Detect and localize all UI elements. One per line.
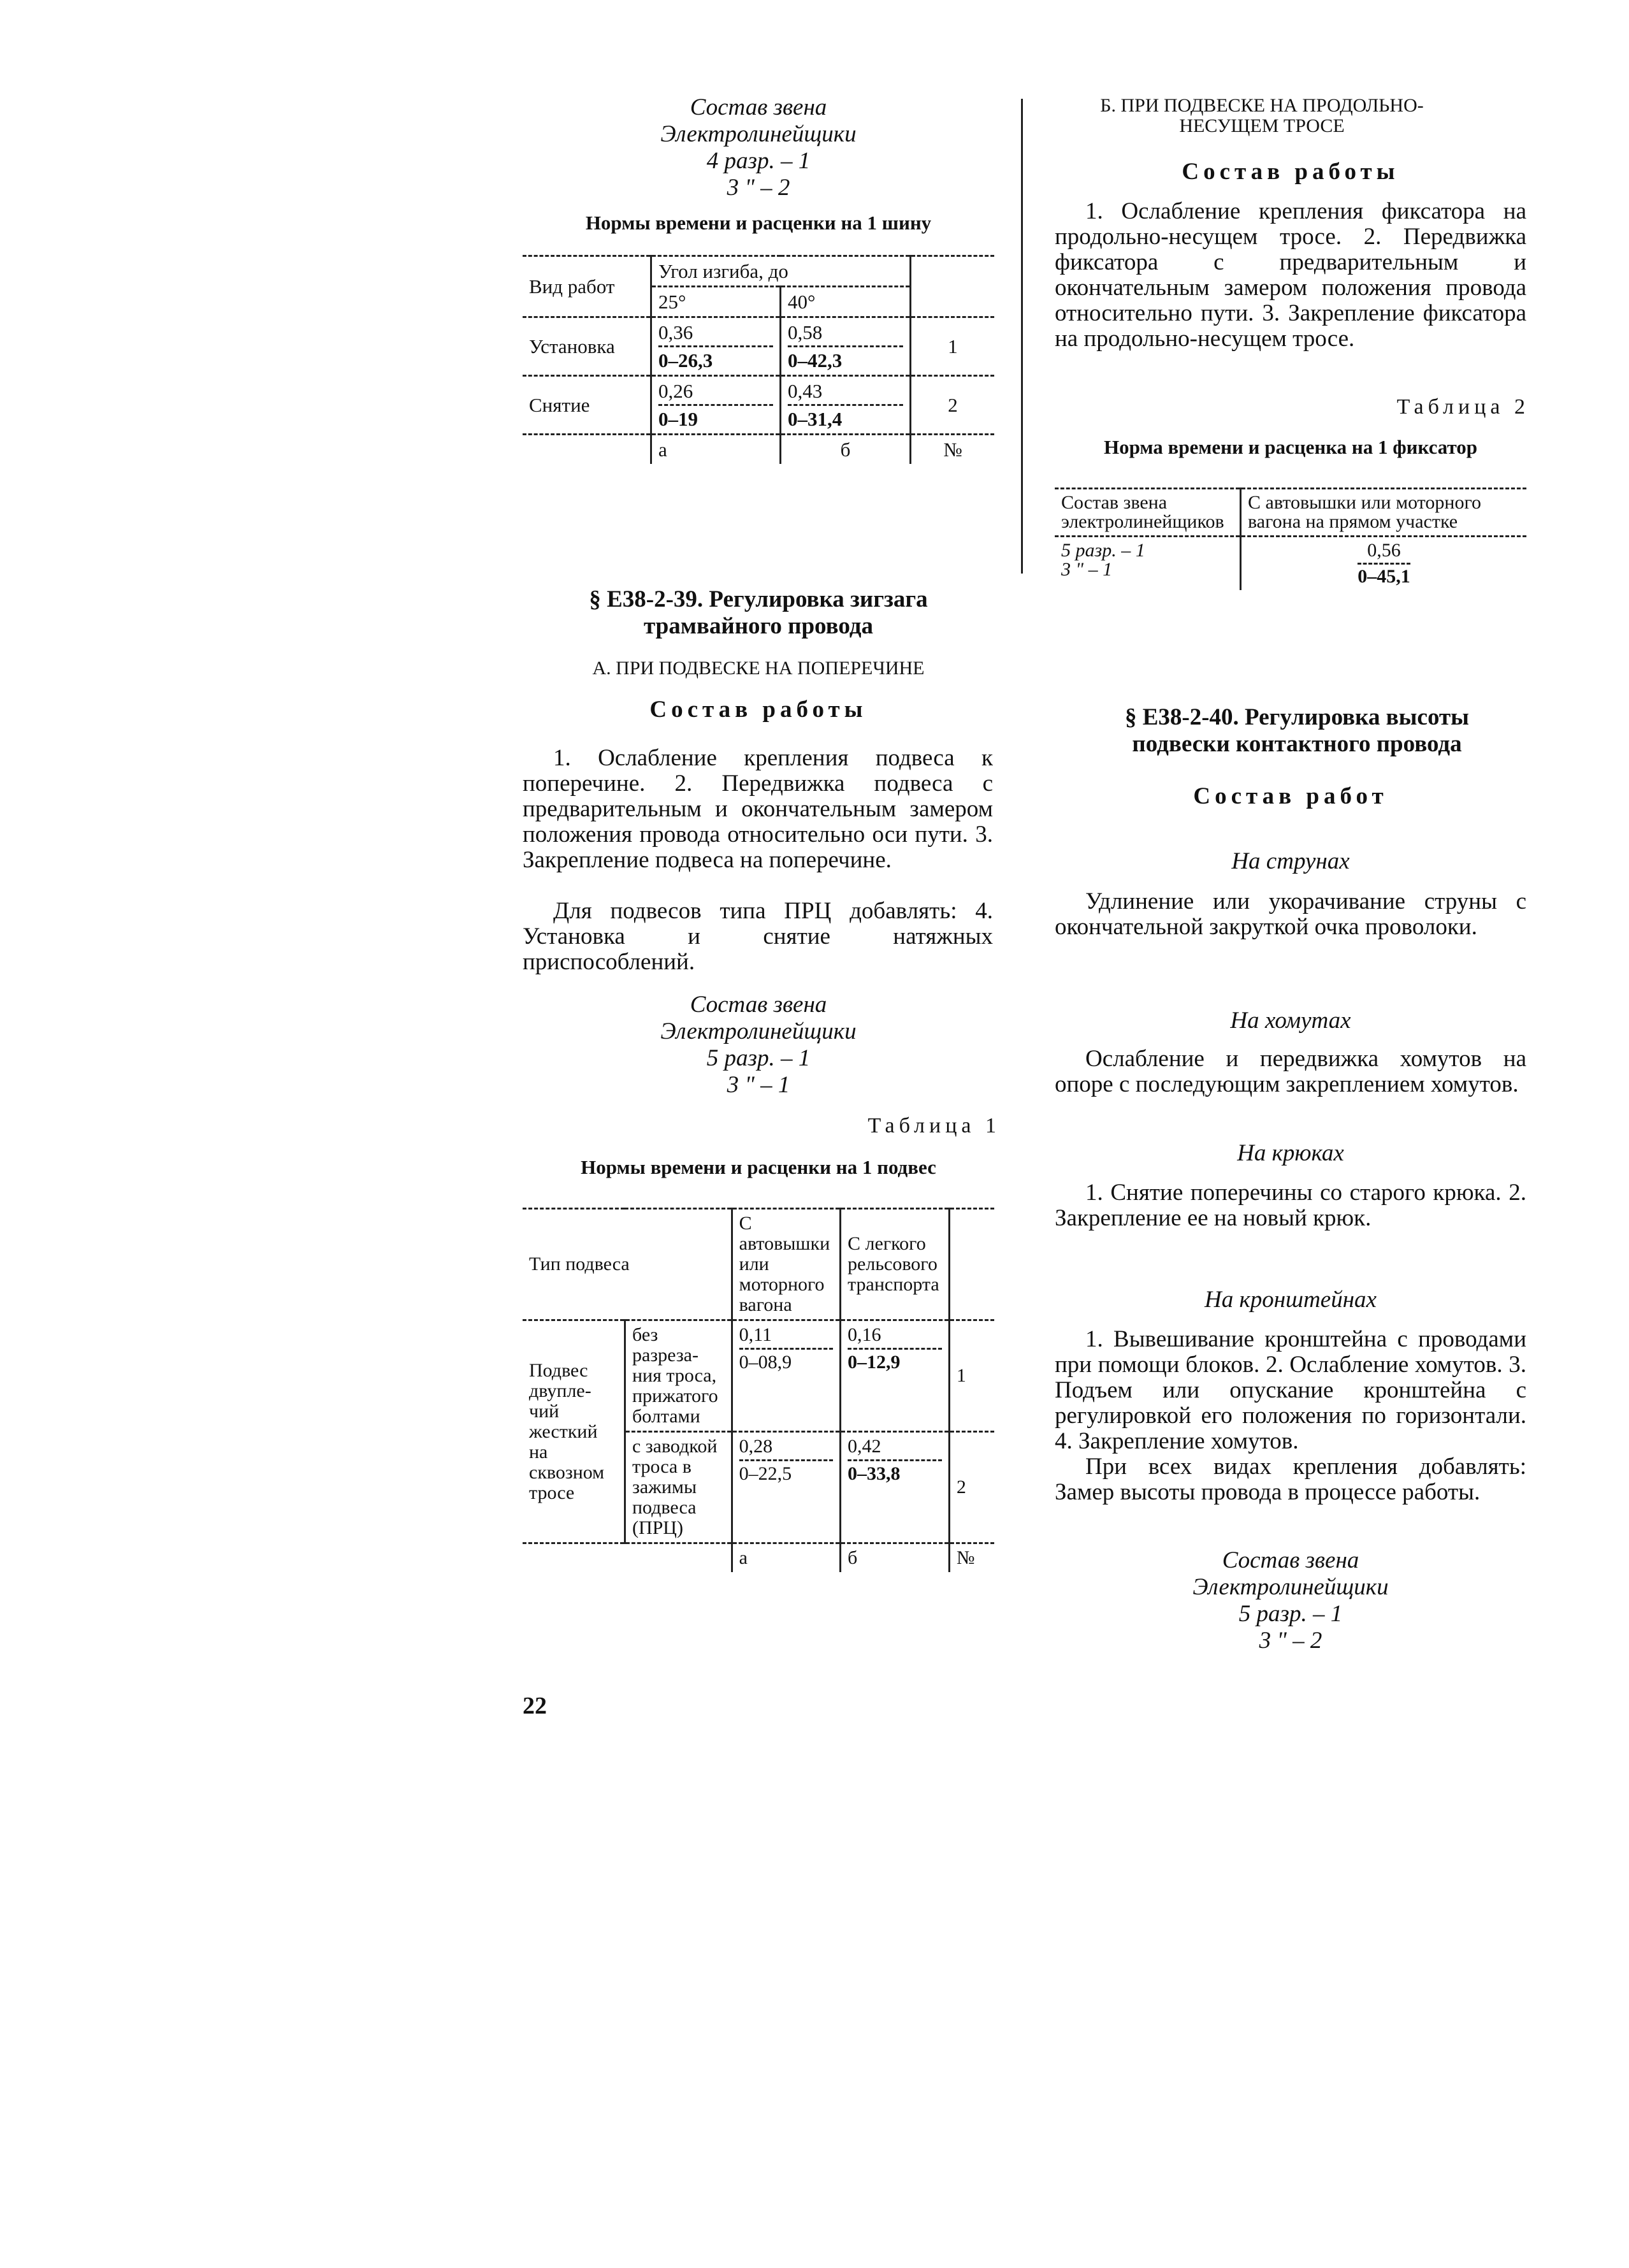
table-row: с заводкой троса в зажимы подвеса (ПРЦ) 0,28 0–22,5 0,42 0–33,8 2	[523, 1432, 994, 1543]
page-number: 22	[523, 1693, 547, 1719]
subheading: На струнах	[1231, 848, 1350, 874]
row-number: 1	[948, 335, 958, 358]
col-footer: а	[732, 1543, 840, 1573]
row-sublabel: с заводкой троса в зажимы подвеса (ПРЦ)	[625, 1432, 732, 1543]
crew-line: 4 разр. – 1	[706, 148, 811, 174]
table-row: Подвес двупле-чий жесткий на сквозном тросе без разреза-ния троса, прижатого болтами 0,11 0–08,9 0,16 0–12,9 1	[523, 1320, 994, 1432]
table-row	[1055, 537, 1526, 591]
crew-block-1	[523, 94, 994, 201]
norms-table-bend	[523, 255, 994, 464]
row-group-label: Подвес двупле-чий жесткий на сквозном тросе	[529, 1359, 605, 1503]
row-label: Снятие	[529, 394, 590, 416]
col-header: Тип подвеса	[529, 1253, 630, 1275]
table-row: Установка 0,36 0–26,3 0,58 0–42,3 1	[523, 317, 994, 376]
row-sublabel: без разреза-ния троса, прижатого болтами	[625, 1320, 732, 1432]
col-header: С легкого рельсового транспорта	[841, 1209, 950, 1320]
subheading: На хомутах	[1230, 1008, 1351, 1034]
crew-line: 5 разр. – 1	[706, 1045, 811, 1071]
rate-value: 0–45,1	[1358, 566, 1410, 587]
crew-line: 3 " – 2	[1259, 1628, 1322, 1654]
crew-line: 3 " – 2	[727, 175, 790, 201]
row-number: 1	[956, 1365, 966, 1386]
crew-block-2	[523, 992, 994, 1099]
subheading: На кронштейнах	[1205, 1287, 1377, 1313]
column-divider	[1021, 99, 1023, 574]
col-header: Вид работ	[529, 275, 615, 298]
col-header: С автовышки или моторного вагона на прямом участке	[1241, 489, 1527, 537]
norms-table-hanger	[523, 1208, 994, 1572]
table-row: Снятие 0,26 0–19 0,43 0–31,4 2	[523, 376, 994, 435]
table-caption: Нормы времени и расценки на 1 шину	[585, 212, 932, 234]
table-caption: Нормы времени и расценки на 1 подвес	[581, 1156, 936, 1178]
col-header: 40°	[781, 287, 911, 317]
paragraph: Для подвесов типа ПРЦ добавлять: 4. Установка и снятие натяжных приспособлений.	[523, 898, 993, 975]
crew-role: Электролинейщики	[660, 1018, 857, 1044]
paragraph: 1. Снятие поперечины со старого крюка. 2. Закрепление ее на новый крюк.	[1055, 1180, 1526, 1231]
norms-table-fixator	[1055, 488, 1526, 590]
crew-line: 3 " – 1	[1061, 559, 1113, 580]
work-heading: Состав работы	[1182, 159, 1400, 185]
paragraph: 1. Ослабление крепления подвеса к поперечине. 2. Передвижка подвеса с предварительным и окончательным замером положения провода относительно оси пути. 3. Закрепление подвеса на поперечине.	[523, 745, 993, 873]
row-number: 2	[956, 1477, 966, 1498]
crew-block-3	[1055, 1547, 1526, 1654]
row-number: 2	[948, 394, 958, 416]
paragraph: Ослабление и передвижка хомутов на опоре с последующим закреплением хомутов.	[1055, 1046, 1526, 1097]
col-header: 25°	[651, 287, 781, 317]
work-heading: Состав работ	[1193, 783, 1388, 809]
paragraph: 1. Вывешивание кронштейна с проводами при помощи блоков. 2. Ослабление хомутов. 3. Подъем или опускание кронштейна с регулировкой его положения по горизонтали. 4. Закрепление хомутов.	[1055, 1326, 1526, 1454]
col-footer: б	[781, 435, 911, 465]
col-footer: №	[943, 438, 962, 461]
crew-role: Электролинейщики	[1192, 1574, 1389, 1600]
paragraph: 1. Ослабление крепления фиксатора на продольно-несущем тросе. 2. Передвижка фиксатора с предварительным и окончательным замером положения провода относительно пути. 3. Закрепление фиксатора на продольно-несущем тросе.	[1055, 198, 1526, 352]
col-header: С автовышки или моторного вагона	[732, 1209, 840, 1320]
subheading: На крюках	[1237, 1140, 1344, 1166]
row-label: Установка	[529, 335, 615, 358]
section-title: § Е38-2-40. Регулировка высоты подвески контактного провода	[1124, 704, 1470, 757]
subsection-heading: Б. ПРИ ПОДВЕСКЕ НА ПРОДОЛЬНО-НЕСУЩЕМ ТРОСЕ	[1100, 95, 1424, 136]
col-header: Состав звена электролинейщиков	[1061, 492, 1224, 532]
crew-title: Состав звена	[690, 992, 827, 1018]
table-caption: Норма времени и расценка на 1 фиксатор	[1103, 436, 1478, 458]
crew-line: 5 разр. – 1	[1238, 1601, 1343, 1627]
col-footer: б	[841, 1543, 950, 1573]
crew-line: 3 " – 1	[727, 1072, 790, 1098]
section-title: § Е38-2-39. Регулировка зигзага трамвайного провода	[589, 586, 928, 639]
col-footer: а	[651, 435, 781, 465]
table-label: Таблица 1	[867, 1114, 1001, 1138]
paragraph: Удлинение или укорачивание струны с окончательной закруткой очка проволоки.	[1055, 888, 1526, 940]
crew-title: Состав звена	[690, 94, 827, 120]
work-heading: Состав работы	[649, 697, 867, 723]
subsection-heading: А. ПРИ ПОДВЕСКЕ НА ПОПЕРЕЧИНЕ	[592, 658, 925, 679]
col-footer: №	[956, 1547, 975, 1568]
paragraph: При всех видах крепления добавлять: Замер высоты провода в процессе работы.	[1055, 1454, 1526, 1505]
crew-title: Состав звена	[1222, 1547, 1359, 1573]
crew-role: Электролинейщики	[660, 121, 857, 147]
norm-value: 0,56	[1358, 541, 1410, 565]
table-label: Таблица 2	[1396, 395, 1530, 419]
crew-line: 5 разр. – 1	[1061, 540, 1145, 561]
col-header: Угол изгиба, до	[651, 256, 911, 287]
